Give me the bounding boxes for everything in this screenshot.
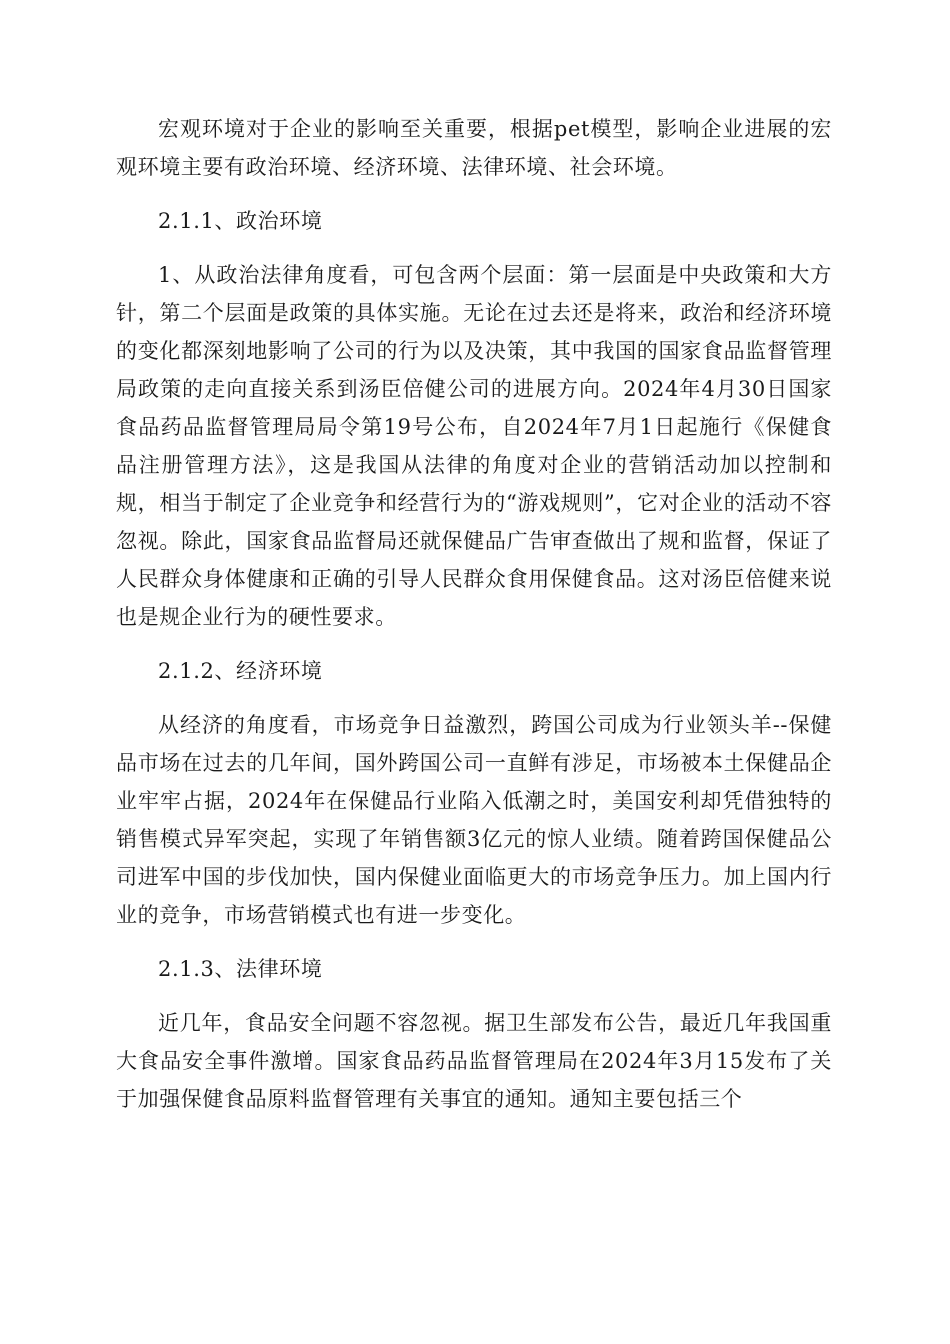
political-paragraph: 1、从政治法律角度看，可包含两个层面：第一层面是中央政策和大方针，第二个层面是政策的具体实施。无论在过去还是将来，政治和经济环境的变化都深刻地影响了公司的行为以及决策，其中我国的国家食品监督管理局政策的走向直接关系到汤臣倍健公司的进展方向。2024年4月30日国家食品药品监督管理局局令第19号公布，自2024年7月1日起施行《保健食品注册管理方法》，这是我国从法律的角度对企业的营销活动加以控制和规，相当于制定了企业竞争和经营行为的“游戏规则”，它对企业的活动不容忽视。除此，国家食品监督局还就保健品广告审查做出了规和监督，保证了人民群众身体健康和正确的引导人民群众食用保健食品。这对汤臣倍健来说也是规企业行为的硬性要求。 [116,263,832,629]
section-heading-economic: 2.1.2、经济环境 [158,659,323,683]
economic-paragraph: 从经济的角度看，市场竞争日益激烈，跨国公司成为行业领头羊--保健品市场在过去的几年间，国外跨国公司一直鲜有涉足，市场被本土保健品企业牢牢占据，2024年在保健品行业陷入低潮之时，美国安利却凭借独特的销售模式异军突起，实现了年销售额3亿元的惊人业绩。随着跨国保健品公司进军中国的步伐加快，国内保健业面临更大的市场竞争压力。加上国内行业的竞争，市场营销模式也有进一步变化。 [116,713,832,927]
document-body [116,110,832,1134]
section-heading-legal: 2.1.3、法律环境 [158,957,323,981]
section-heading-political: 2.1.1、政治环境 [158,209,323,233]
intro-paragraph: 宏观环境对于企业的影响至关重要，根据pet模型，影响企业进展的宏观环境主要有政治环境、经济环境、法律环境、社会环境。 [116,117,832,179]
legal-paragraph: 近几年，食品安全问题不容忽视。据卫生部发布公告，最近几年我国重大食品安全事件激增。国家食品药品监督管理局在2024年3月15发布了关于加强保健食品原料监督管理有关事宜的通知。通知主要包括三个 [116,1011,832,1111]
